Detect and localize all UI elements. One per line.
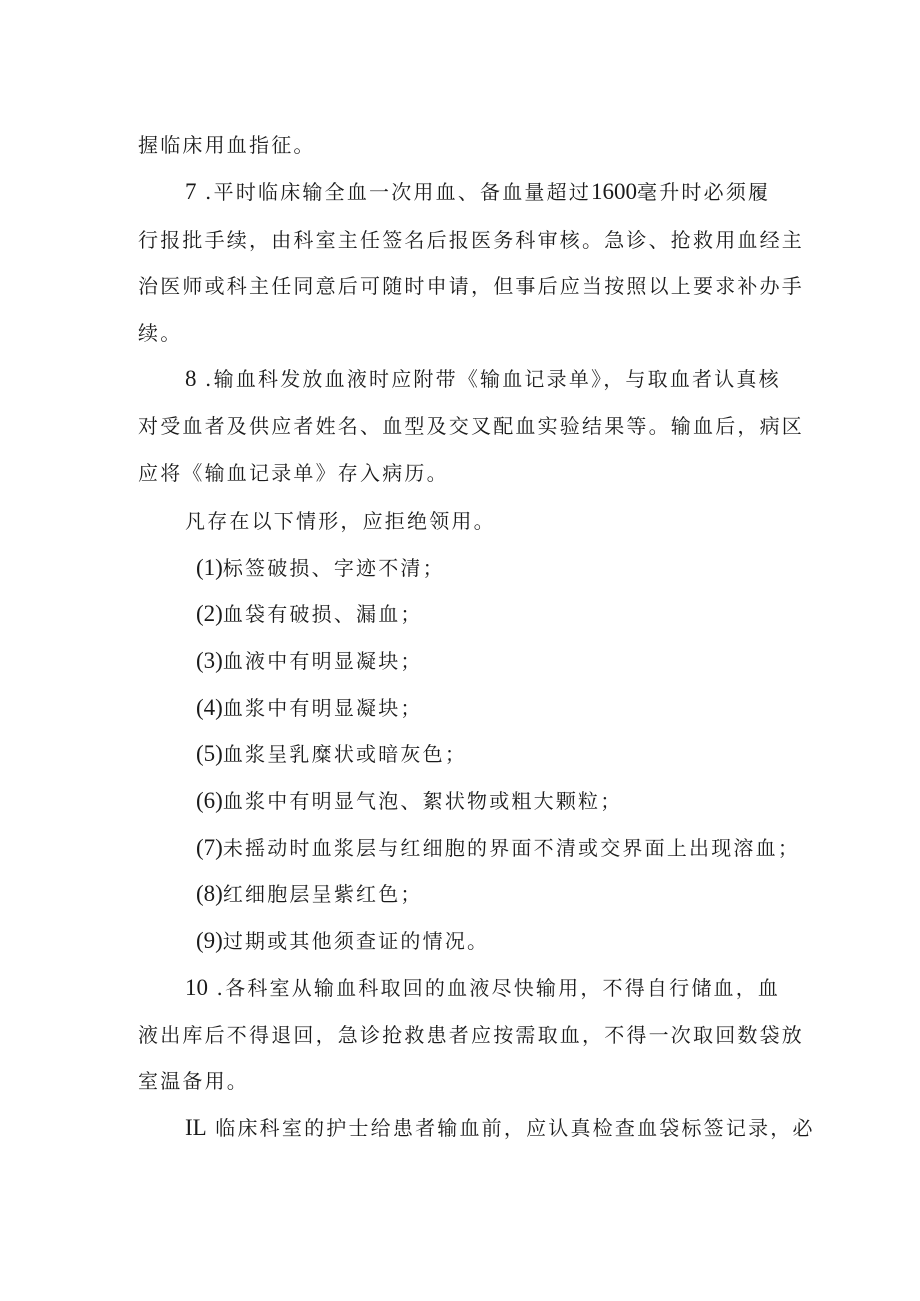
paragraph-8-line-1 [185, 364, 781, 394]
refusal-item-marker: (9) [196, 928, 223, 953]
refusal-item [196, 879, 423, 909]
paragraph-11-number: IL [185, 1115, 207, 1140]
refusal-item [196, 786, 622, 816]
refusal-item-marker: (3) [196, 648, 223, 673]
paragraph-8-line-3: 应将《输血记录单》存入病历。 [138, 461, 449, 485]
paragraph-10-number: 10 [185, 975, 208, 1000]
paragraph-10-line-2: 液出库后不得退回，急诊抢救患者应按需取血，不得一次取回数袋放 [138, 1023, 804, 1047]
paragraph-10-line-1 [185, 973, 780, 1003]
paragraph-7-line-1 [185, 177, 770, 207]
refusal-item-text: 过期或其他须查证的情况。 [222, 929, 490, 953]
paragraph-10-text: .各科室从输血科取回的血液尽快输用，不得自行储血，血 [208, 976, 781, 1000]
paragraph-7-text-b: 毫升时必须履 [637, 180, 771, 204]
paragraph-10-line-3: 室温备用。 [138, 1069, 249, 1093]
refusal-item [196, 599, 423, 629]
paragraph-6-end: 握临床用血指征。 [138, 133, 316, 157]
blood-volume-value: 1600 [591, 179, 638, 204]
refusal-item-text: 血浆中有明显气泡、絮状物或粗大颗粒； [222, 789, 623, 813]
refusal-item-text: 未摇动时血浆层与红细胞的界面不清或交界面上出现溶血； [222, 836, 801, 860]
refusal-item [196, 646, 423, 676]
paragraph-8-line-2: 对受血者及供应者姓名、血型及交叉配血实验结果等。输血后，病区 [138, 414, 804, 438]
paragraph-7-line-2: 行报批手续，由科室主任签名后报医务科审核。急诊、抢救用血经主 [138, 228, 804, 252]
refusal-item-marker: (8) [196, 881, 223, 906]
refusal-item-marker: (7) [196, 835, 223, 860]
paragraph-7-line-3: 治医师或科主任同意后可随时申请，但事后应当按照以上要求补办手 [138, 274, 804, 298]
refusal-item-text: 血袋有破损、漏血； [222, 602, 423, 626]
refusal-item-marker: (4) [196, 695, 223, 720]
refusal-intro: 凡存在以下情形，应拒绝领用。 [185, 509, 496, 533]
refusal-item-marker: (5) [196, 741, 223, 766]
paragraph-8-number: 8 [185, 366, 197, 391]
refusal-item-text: 血液中有明显凝块； [222, 649, 423, 673]
paragraph-7-number: 7 [185, 179, 197, 204]
paragraph-11-text: 临床科室的护士给患者输血前，应认真检查血袋标签记录，必 [215, 1116, 815, 1140]
refusal-item [196, 553, 445, 583]
paragraph-8-text: .输血科发放血液时应附带《输血记录单》，与取血者认真核 [196, 367, 781, 391]
paragraph-11-line-1 [185, 1113, 815, 1143]
refusal-item-marker: (2) [196, 601, 223, 626]
refusal-item-marker: (1) [196, 555, 223, 580]
refusal-item-text: 血浆呈乳糜状或暗灰色； [222, 742, 468, 766]
refusal-item-text: 标签破损、字迹不清； [222, 556, 445, 580]
refusal-item [196, 739, 467, 769]
refusal-item [196, 926, 489, 956]
paragraph-7-text-a: .平时临床输全血一次用血、备血量超过 [196, 180, 592, 204]
refusal-item-text: 红细胞层呈紫红色； [222, 882, 423, 906]
refusal-item [196, 693, 423, 723]
refusal-item-marker: (6) [196, 788, 223, 813]
refusal-item-text: 血浆中有明显凝块； [222, 696, 423, 720]
paragraph-7-line-4: 续。 [138, 321, 183, 345]
refusal-item [196, 833, 800, 863]
